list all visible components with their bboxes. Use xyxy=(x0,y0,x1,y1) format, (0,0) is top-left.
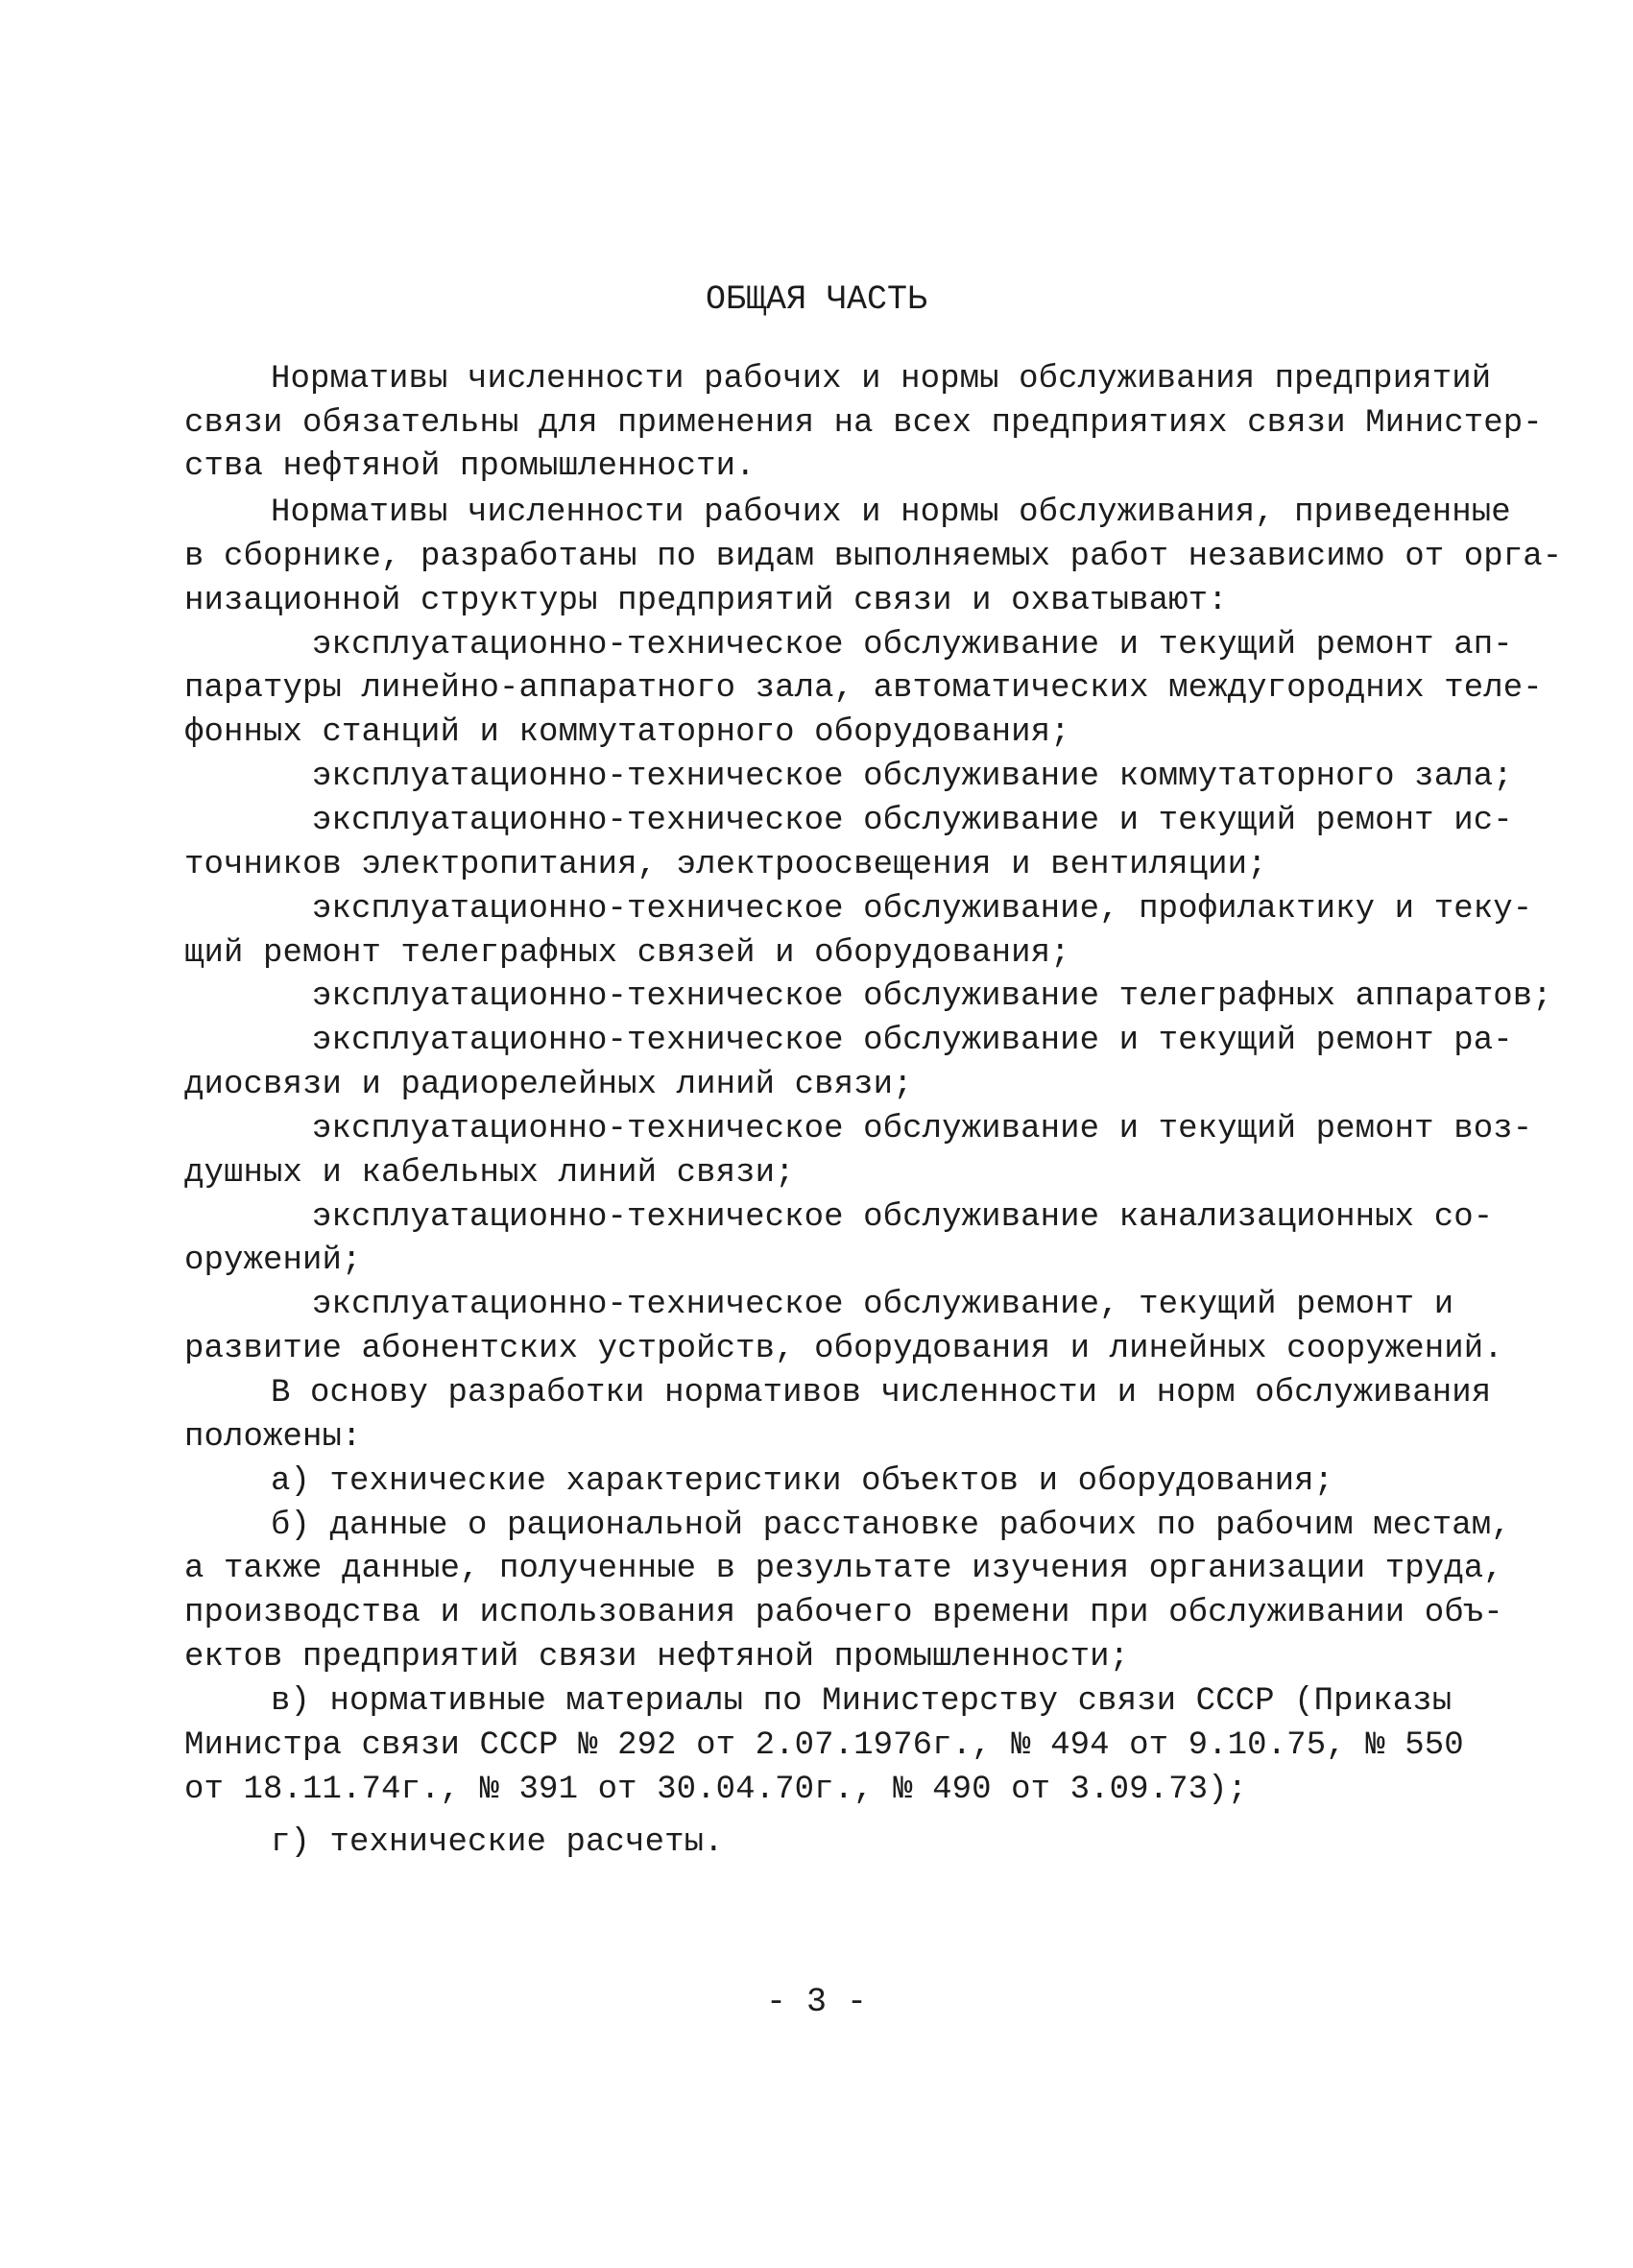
text-line: развитие абонентских устройств, оборудования и линейных сооружений. xyxy=(184,1331,1503,1367)
text-line: от 18.11.74г., № 391 от 30.04.70г., № 490 от 3.09.73); xyxy=(184,1772,1248,1808)
text-line: щий ремонт телеграфных связей и оборудования; xyxy=(184,935,1070,972)
text-line: эксплуатационно-техническое обслуживание и текущий ремонт ап- xyxy=(312,627,1513,664)
text-line: связи обязательны для применения на всех предприятиях связи Министер- xyxy=(184,405,1543,442)
text-line: б) данные о рациональной расстановке рабочих по рабочим местам, xyxy=(271,1508,1511,1544)
text-line: эксплуатационно-техническое обслуживание телеграфных аппаратов; xyxy=(312,978,1552,1015)
text-line: фонных станций и коммутаторного оборудования; xyxy=(184,714,1070,751)
text-line: эксплуатационно-техническое обслуживание и текущий ремонт воз- xyxy=(312,1111,1533,1147)
text-line: душных и кабельных линий связи; xyxy=(184,1155,795,1192)
text-line: а также данные, полученные в результате изучения организации труда, xyxy=(184,1551,1503,1587)
page-title: ОБЩАЯ ЧАСТЬ xyxy=(705,280,928,319)
text-line: положены: xyxy=(184,1419,362,1456)
text-line: в) нормативные материалы по Министерству связи СССР (Приказы xyxy=(271,1683,1453,1720)
text-line: эксплуатационно-техническое обслуживание и текущий ремонт ра- xyxy=(312,1023,1513,1059)
text-line: ектов предприятий связи нефтяной промышленности; xyxy=(184,1639,1130,1676)
text-line: диосвязи и радиорелейных линий связи; xyxy=(184,1067,913,1103)
text-line: эксплуатационно-техническое обслуживание коммутаторного зала; xyxy=(312,759,1513,795)
text-line: в сборнике, разработаны по видам выполняемых работ независимо от орга- xyxy=(184,539,1563,575)
text-line: а) технические характеристики объектов и оборудования; xyxy=(271,1463,1334,1500)
text-line: эксплуатационно-техническое обслуживание, профилактику и теку- xyxy=(312,891,1533,928)
text-line: оружений; xyxy=(184,1243,362,1279)
text-line: г) технические расчеты. xyxy=(271,1824,724,1861)
text-line: Министра связи СССР № 292 от 2.07.1976г., № 494 от 9.10.75, № 550 xyxy=(184,1727,1464,1764)
text-line: В основу разработки нормативов численности и норм обслуживания xyxy=(271,1375,1492,1411)
text-line: паратуры линейно-аппаратного зала, автоматических междугородних теле- xyxy=(184,670,1543,707)
text-line: производства и использования рабочего времени при обслуживании объ- xyxy=(184,1595,1503,1631)
text-line: ства нефтяной промышленности. xyxy=(184,448,756,485)
text-line: эксплуатационно-техническое обслуживание и текущий ремонт ис- xyxy=(312,803,1513,839)
text-line: низационной структуры предприятий связи и охватывают: xyxy=(184,583,1228,619)
text-line: Нормативы численности рабочих и нормы обслуживания предприятий xyxy=(271,361,1492,398)
text-line: эксплуатационно-техническое обслуживание, текущий ремонт и xyxy=(312,1287,1454,1323)
text-line: Нормативы численности рабочих и нормы обслуживания, приведенные xyxy=(271,495,1511,531)
text-line: точников электропитания, электроосвещения и вентиляции; xyxy=(184,847,1267,883)
page-number: - 3 - xyxy=(765,1983,868,2021)
text-line: эксплуатационно-техническое обслуживание канализационных со- xyxy=(312,1199,1494,1236)
